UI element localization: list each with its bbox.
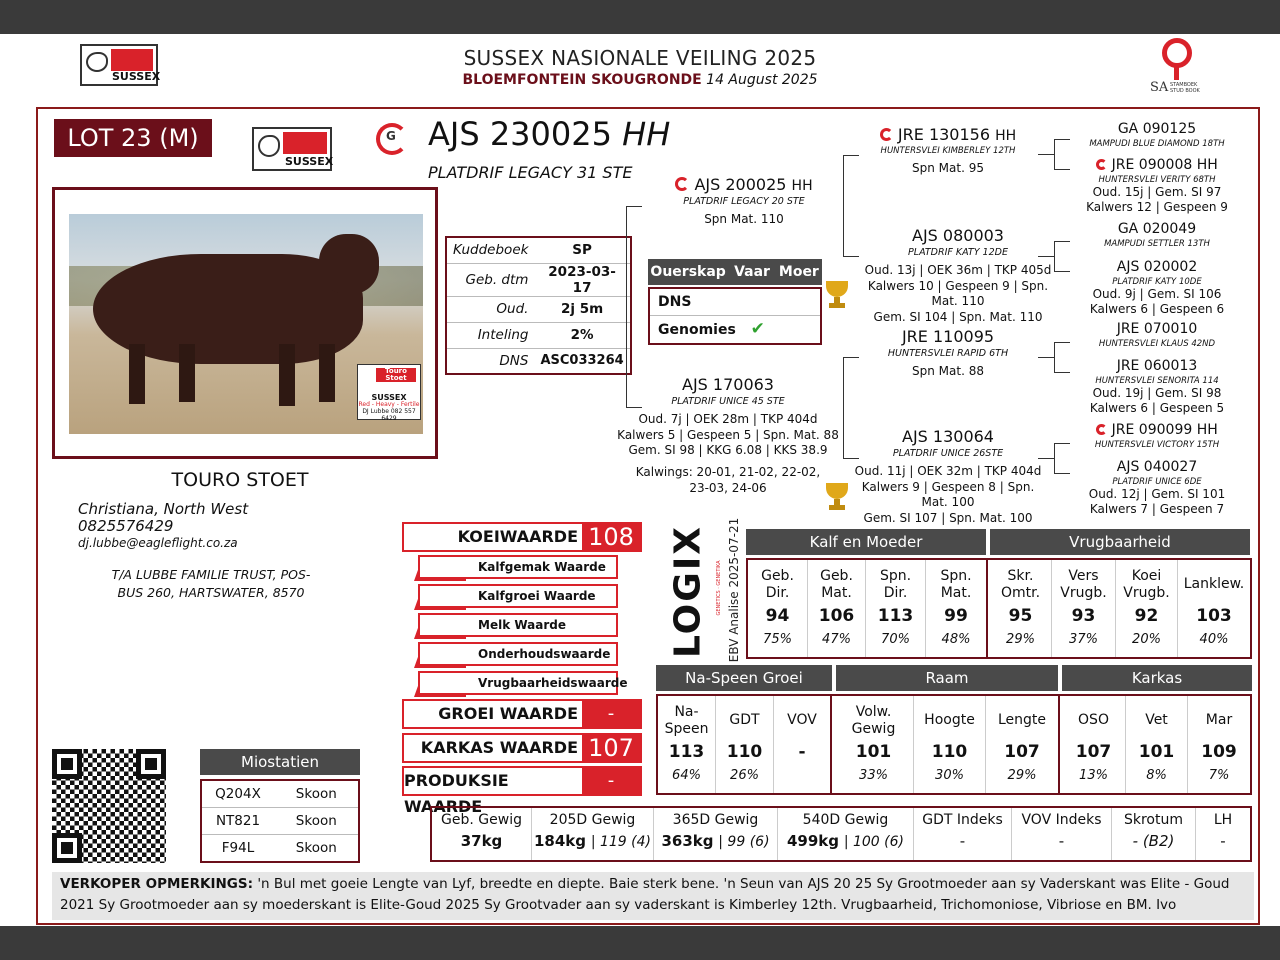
stamp-contact: DJ Lubbe 082 557 6429 [362, 408, 416, 422]
bull-head-icon [86, 52, 108, 72]
weight-col [1196, 808, 1250, 860]
parentage-header [648, 259, 822, 285]
breed-logo [252, 127, 332, 171]
koeiwaarde-value: 108 [582, 522, 640, 552]
genomics-icon [880, 128, 893, 141]
ebv-col [1116, 560, 1178, 657]
sire-name: PLATDRIF LEGACY 20 STE [683, 195, 805, 207]
studbook-sub1: STAMBOEK [1170, 82, 1198, 88]
dd-stats3: Gem. SI 107 | Spn. Mat. 100 [863, 510, 1033, 525]
logix-tagline: GENETICS · GENETIKA [716, 560, 722, 616]
dd-id: AJS 130064 [902, 427, 994, 446]
ebv-col [808, 560, 866, 657]
ebv-value: 92 [1134, 606, 1159, 626]
ebv-label: Spn. Mat. [940, 568, 972, 601]
myostatin-row [202, 835, 358, 861]
ebv-value: 103 [1196, 606, 1232, 626]
ebv-label: Geb. Dir. [761, 568, 794, 601]
g7-suffix: HH [1196, 422, 1218, 438]
ebv-label: Koei Vrugb. [1123, 568, 1170, 601]
sa-studbook-logo [1148, 34, 1220, 96]
weight-col [914, 808, 1012, 860]
ebv-label: Vet [1145, 712, 1168, 728]
weights-table [430, 806, 1252, 862]
groei-label: GROEI WAARDE [438, 704, 578, 723]
parentage-label: Genomies [658, 322, 736, 338]
weight-label: 365D Gewig [672, 812, 759, 828]
weight-value: 363kg [661, 832, 714, 850]
g5-name: HUNTERSVLEI KLAUS 42ND [1098, 338, 1216, 349]
ebv-col [926, 560, 988, 657]
check-icon: ✔ [750, 319, 765, 339]
info-value: 2023-03-17 [534, 263, 630, 296]
weight-value: 37kg [460, 832, 503, 850]
g1-id: GA 090125 [1117, 121, 1197, 137]
bull-head-icon [258, 135, 280, 157]
parentage-table [648, 287, 822, 345]
weight-extra: | 100 (6) [843, 834, 904, 850]
weight-value-line [432, 832, 531, 850]
ebv-value: 113 [668, 742, 705, 762]
lot-name: PLATDRIF LEGACY 31 STE [428, 163, 633, 182]
studbook-symbol-icon [1162, 38, 1192, 68]
ebv-pct: 13% [1079, 768, 1108, 783]
ebv-pct: 7% [1208, 768, 1230, 783]
weight-extra: | 119 (4) [590, 834, 651, 850]
ebv-label: Lanklew. [1183, 576, 1245, 592]
breeder-email[interactable]: dj.lubbe@eagleflight.co.za [78, 536, 238, 550]
pedigree-g4 [1072, 259, 1242, 317]
parentage-h-moer: Moer [778, 264, 819, 280]
remarks-label: VERKOPER OPMERKINGS: [60, 876, 254, 892]
g6-id: JRE 060013 [1116, 358, 1198, 374]
g4-stats1: Oud. 9j | Gem. SI 106 [1092, 287, 1222, 302]
pedigree-sire-dam [858, 226, 1058, 326]
dam-id: AJS 170063 [682, 375, 774, 394]
bull-photo-frame [52, 187, 438, 459]
sd-stats2: Kalwers 10 | Gespeen 9 | Spn. Mat. 110 [867, 278, 1049, 309]
index-sub-row: Vrugbaarheidswaarde [418, 671, 618, 695]
parentage-row [650, 289, 820, 316]
ebv-label: Na-Speen [664, 704, 709, 737]
ss-suffix: HH [995, 128, 1017, 144]
g5-id: JRE 070010 [1116, 321, 1198, 337]
ebv-col [1052, 560, 1116, 657]
ebv-value: 110 [931, 742, 968, 762]
ebv-value: 107 [1075, 742, 1112, 762]
remarks-text: 'n Bul met goeie Lengte van Lyf, breedte en diepte. Baie sterk bene. 'n Seun van AJS 20 25 Sy Grootmoeder aan sy Vaderskant was Elite - Goud 2021 Sy Grootmoeder aan sy moederskant is Elite-Goud 2025 Sy Grootvader aan sy vaderskant is Kimberley 12th. Vrugbaarheid, Trichomoniose, Vibriose en BM. Ivo [60, 876, 1230, 913]
myostatin-gene: F94L [221, 840, 255, 856]
weight-col [654, 808, 778, 860]
myostatin-row [202, 808, 358, 835]
pedigree-g2 [1072, 157, 1242, 215]
lot-id: AJS 230025 [428, 115, 612, 153]
sd-name: PLATDRIF KATY 12DE [908, 246, 1008, 258]
ebv-pct: 37% [1069, 632, 1098, 647]
g8-stats2: Kalwers 7 | Gespeen 7 [1089, 502, 1225, 517]
weight-value-line [778, 832, 913, 850]
lot-suffix: HH [622, 115, 671, 153]
ebv-col [990, 560, 1052, 657]
ebv-value: - [798, 742, 806, 762]
ebv-pct: 29% [1006, 632, 1035, 647]
ebv-col [834, 696, 914, 793]
ebv-label: Volw. Gewig [851, 704, 896, 737]
g8-name: PLATDRIF UNICE 6DE [1112, 476, 1202, 487]
weight-label: LH [1213, 812, 1233, 828]
auction-title: SUSSEX NASIONALE VEILING 2025 [463, 46, 817, 70]
info-value: SP [534, 237, 630, 263]
produksie-label: PRODUKSIE WAARDE [404, 771, 509, 816]
g6-stats2: Kalwers 6 | Gespeen 5 [1089, 401, 1225, 416]
info-row [446, 263, 631, 296]
myostatin-title: Miostatien [200, 749, 360, 775]
ebv-label: Spn. Dir. [879, 568, 912, 601]
g2-suffix: HH [1196, 157, 1218, 173]
sire-stats: Spn Mat. 110 [704, 212, 784, 227]
ebv-value: 93 [1071, 606, 1096, 626]
ebv-col [1062, 696, 1126, 793]
parentage-h-ouerskap: Ouerskap [650, 264, 726, 280]
lot-card [36, 107, 1260, 925]
myostatin-result: Skoon [295, 813, 337, 829]
weight-label: Skrotum [1123, 812, 1183, 828]
dam-stats1: Oud. 7j | OEK 28m | TKP 404d [638, 412, 818, 427]
karkas-value: 107 [582, 733, 640, 763]
ebv-value: 110 [726, 742, 763, 762]
breeder-location: Christiana, North West [78, 500, 249, 518]
ebv-value: 101 [855, 742, 892, 762]
g7-name: HUNTERSVLEI VICTORY 15TH [1094, 439, 1220, 450]
index-sub-row: Kalfgemak Waarde [418, 555, 618, 579]
info-table [445, 236, 632, 375]
ebv-col [1126, 696, 1188, 793]
index-sub-row: Onderhoudswaarde [418, 642, 618, 666]
ebv-value: 101 [1138, 742, 1175, 762]
trophy-icon [824, 483, 850, 513]
ds-id: JRE 110095 [901, 327, 995, 346]
info-row [446, 348, 631, 374]
pedigree-dam [608, 375, 848, 496]
genomics-icon: G [376, 123, 408, 155]
ebv-label: Mar [1205, 712, 1233, 728]
ebv-pct: 40% [1199, 632, 1229, 647]
ebv-value: 94 [765, 606, 790, 626]
breeder-address: T/A LUBBE FAMILIE TRUST, POS-BUS 260, HARTSWATER, 8570 [111, 567, 311, 600]
info-row [446, 322, 631, 348]
produksie-value: - [582, 766, 640, 796]
ebv-pct: 29% [1007, 768, 1037, 783]
pedigree-g3 [1072, 221, 1242, 249]
sire-suffix: HH [791, 178, 813, 194]
ebv-value: 95 [1008, 606, 1033, 626]
ebv-pct: 47% [822, 632, 851, 647]
pedigree-g1 [1072, 121, 1242, 149]
parentage-h-vaar: Vaar [734, 264, 770, 280]
parentage-label: DNS [658, 294, 692, 310]
weight-col [432, 808, 532, 860]
sd-stats3: Gem. SI 104 | Spn. Mat. 110 [873, 309, 1043, 324]
ebv-top-table [746, 558, 1252, 659]
ebv-col [774, 696, 832, 793]
dam-stats3: Gem. SI 98 | KKG 6.08 | KKS 38.9 [628, 443, 828, 458]
info-value: 2j 5m [534, 296, 630, 322]
weight-value-line [654, 832, 777, 850]
produksie-index [402, 766, 642, 816]
ebv-col [914, 696, 986, 793]
ebv-pct: 33% [859, 768, 888, 783]
info-label: Inteling [446, 322, 534, 348]
g8-id: AJS 040027 [1116, 459, 1198, 475]
koeiwaarde-label: KOEIWAARDE [457, 527, 578, 546]
ebv-pct: 26% [730, 768, 759, 783]
myostatin-result: Skoon [295, 840, 337, 856]
ebv-label: Geb. Mat. [820, 568, 853, 601]
dd-stats2: Kalwers 9 | Gespeen 8 | Spn. Mat. 100 [861, 479, 1035, 510]
sd-stats1: Oud. 13j | OEK 36m | TKP 405d [864, 263, 1052, 278]
g3-name: MAMPUDI SETTLER 13TH [1104, 238, 1210, 249]
karkas-label: KARKAS WAARDE [420, 738, 578, 757]
info-row [446, 296, 631, 322]
auction-date: 14 August 2025 [706, 72, 818, 88]
dd-name: PLATDRIF UNICE 26STE [892, 447, 1004, 459]
ebv-col [658, 696, 716, 793]
breed-logo-text: SUSSEX [285, 155, 334, 168]
weight-label: 540D Gewig [802, 812, 889, 828]
weight-value: 184kg [534, 832, 587, 850]
groei-index [402, 699, 642, 729]
sussex-logo [80, 44, 161, 86]
ds-stats: Spn Mat. 88 [912, 364, 984, 379]
weight-value: 499kg [787, 832, 840, 850]
myostatin-row [202, 781, 358, 808]
ebv-label: VOV [787, 712, 817, 728]
g4-stats2: Kalwers 6 | Gespeen 6 [1089, 302, 1225, 317]
ebv-value: 106 [818, 606, 855, 626]
myostatin-table [200, 779, 360, 863]
g4-name: PLATDRIF KATY 10DE [1112, 276, 1202, 287]
g2-name: HUNTERSVLEI VERITY 68TH [1098, 174, 1216, 185]
g2-id: JRE 090008 [1111, 157, 1193, 173]
ss-stats: Spn Mat. 95 [912, 160, 984, 175]
g7-id: JRE 090099 [1111, 422, 1193, 438]
logix-brand: LOGIX [667, 525, 709, 658]
dam-calvings2: 23-03, 24-06 [689, 480, 767, 495]
pedigree-dam-dam [848, 427, 1048, 527]
ebv-value: 113 [877, 606, 914, 626]
ebv-pct: 64% [672, 768, 701, 783]
info-value: 2% [534, 322, 630, 348]
weight-col [1112, 808, 1196, 860]
weight-value: - [1220, 832, 1226, 850]
weight-value: - [959, 832, 966, 850]
ebv-bottom-table [656, 694, 1252, 795]
info-label: DNS [446, 348, 534, 374]
ebv-pct: 75% [763, 632, 792, 647]
ss-name: HUNTERSVLEI KIMBERLEY 12TH [880, 145, 1016, 156]
karkas-index [402, 733, 642, 763]
qr-code[interactable] [52, 749, 166, 863]
ebv-col [986, 696, 1060, 793]
ebv-label: GDT [729, 712, 760, 728]
pedigree-g7 [1072, 422, 1242, 450]
ebv-col [716, 696, 774, 793]
dd-stats1: Oud. 11j | OEK 32m | TKP 404d [854, 464, 1042, 479]
ds-name: HUNTERSVLEI RAPID 6TH [887, 347, 1009, 359]
weight-value: - (B2) [1132, 832, 1175, 850]
weight-value-line [532, 832, 653, 850]
studbook-sub2: STUD BOOK [1170, 88, 1200, 94]
sire-id: AJS 200025 [694, 175, 787, 194]
bull-photo [69, 214, 423, 434]
info-label: Geb. dtm [446, 263, 534, 296]
trophy-icon [824, 281, 850, 311]
pedigree-g6 [1072, 358, 1242, 416]
ebv-pct: 70% [881, 632, 910, 647]
ebv-col [1178, 560, 1250, 657]
pedigree-dam-sire [848, 327, 1048, 380]
dam-stats2: Kalwers 5 | Gespeen 5 | Spn. Mat. 88 [617, 427, 839, 442]
ebv-value: 107 [1004, 742, 1040, 762]
pedigree-g5 [1072, 321, 1242, 349]
pedigree-g8 [1072, 459, 1242, 517]
weight-label: 205D Gewig [549, 812, 636, 828]
weight-col [532, 808, 654, 860]
g6-stats1: Oud. 19j | Gem. SI 98 [1092, 386, 1222, 401]
ebv-group-kalf-moeder: Kalf en Moeder [746, 529, 986, 555]
ebv-value: 109 [1201, 742, 1237, 762]
index-sub-row: Melk Waarde [418, 613, 618, 637]
sussex-logo-text: SUSSEX [112, 70, 161, 83]
koeiwaarde-index [402, 522, 642, 552]
info-value: ASC033264 [534, 348, 630, 374]
pedigree-sire-sire [848, 125, 1048, 176]
lot-label: LOT 23 (M) [54, 119, 212, 157]
genomics-icon [675, 177, 689, 191]
stamp-brand: SUSSEX [371, 393, 407, 402]
ebv-label: Vers Vrugb. [1060, 568, 1107, 601]
genomics-icon [1096, 159, 1107, 170]
ebv-label: Lengte [997, 712, 1047, 728]
info-label: Kuddeboek [446, 237, 534, 263]
pedigree-sire [644, 175, 844, 228]
info-label: Oud. [446, 296, 534, 322]
ebv-group-naspeen: Na-Speen Groei [656, 665, 832, 691]
logix-logo [658, 517, 741, 663]
stamp-title: Touro Stoet [376, 368, 416, 382]
g2-stats1: Oud. 15j | Gem. SI 97 [1092, 185, 1222, 200]
ebv-pct: 30% [935, 768, 964, 783]
breeder-phone[interactable]: 0825576429 [78, 517, 174, 535]
ebv-label: Skr. Omtr. [1000, 568, 1041, 601]
weight-value: - [1058, 832, 1065, 850]
logix-analysis: EBV Analise 2025-07-21 [727, 517, 741, 663]
groei-value: - [582, 699, 640, 729]
g4-id: AJS 020002 [1116, 259, 1198, 275]
seller-remarks [52, 872, 1254, 920]
ebv-label: Hoogte [924, 712, 975, 728]
weight-col [778, 808, 914, 860]
ebv-label: OSO [1078, 712, 1109, 728]
photo-stamp [357, 364, 421, 420]
ebv-pct: 48% [941, 632, 971, 647]
ebv-value: 99 [944, 606, 968, 626]
myostatin-gene: NT821 [215, 813, 261, 829]
myostatin-gene: Q204X [215, 786, 261, 802]
g2-stats2: Kalwers 12 | Gespeen 9 [1086, 200, 1228, 215]
dam-calvings1: Kalwings: 20-01, 21-02, 22-02, [635, 464, 821, 479]
auction-venue: BLOEMFONTEIN SKOUGRONDE [462, 72, 702, 88]
ebv-col [866, 560, 926, 657]
genomics-icon [1096, 424, 1107, 435]
ebv-col [1188, 696, 1250, 793]
info-row [446, 237, 631, 263]
weight-label: Geb. Gewig [441, 812, 522, 828]
parentage-row [650, 316, 820, 343]
weight-label: GDT Indeks [922, 812, 1003, 828]
sd-id: AJS 080003 [912, 226, 1004, 245]
index-sub-row: Kalfgroei Waarde [418, 584, 618, 608]
weight-col [1012, 808, 1112, 860]
ebv-group-karkas: Karkas [1062, 665, 1252, 691]
g3-id: GA 020049 [1117, 221, 1197, 237]
breeder-name: TOURO STOET [171, 469, 309, 491]
ebv-pct: 8% [1146, 768, 1167, 783]
weight-extra: | 99 (6) [718, 834, 770, 850]
ss-id: JRE 130156 [897, 125, 991, 144]
weight-label: VOV Indeks [1021, 812, 1102, 828]
myostatin-result: Skoon [295, 786, 337, 802]
g8-stats1: Oud. 12j | Gem. SI 101 [1088, 487, 1226, 502]
g6-name: HUNTERSVLEI SENORITA 114 [1095, 375, 1219, 386]
g1-name: MAMPUDI BLUE DIAMOND 18TH [1089, 138, 1225, 149]
ebv-group-vrugbaarheid: Vrugbaarheid [990, 529, 1250, 555]
ebv-pct: 20% [1132, 632, 1161, 647]
ebv-group-raam: Raam [836, 665, 1058, 691]
stamp-tagline: Red - Heavy - Fertile [358, 401, 420, 408]
studbook-logo-text: SA [1150, 80, 1169, 95]
ebv-col [748, 560, 808, 657]
dam-name: PLATDRIF UNICE 45 STE [671, 395, 785, 407]
